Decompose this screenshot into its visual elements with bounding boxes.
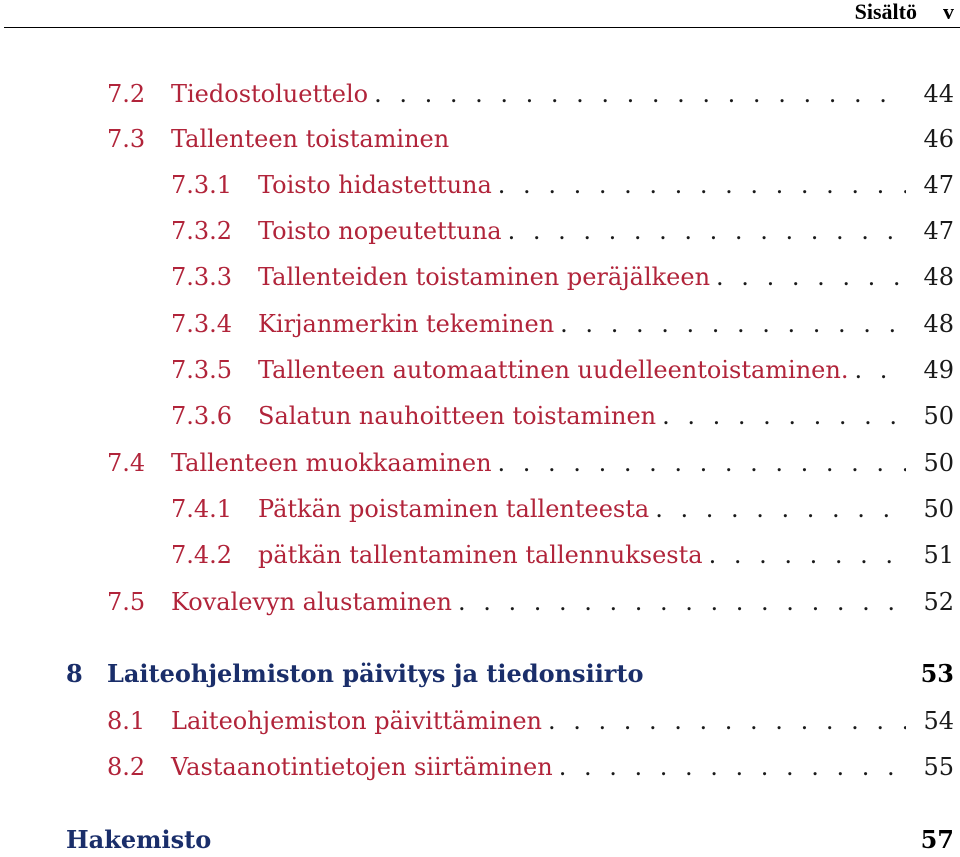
leader-dots (492, 446, 906, 480)
toc-entry[interactable] (0, 168, 960, 202)
toc-entry-number: 8.2 (107, 753, 146, 781)
leader-dots (502, 214, 906, 248)
toc-entry-page[interactable]: 51 (923, 541, 954, 569)
toc-entry-page[interactable]: 48 (923, 263, 954, 291)
toc-entry[interactable] (0, 307, 960, 341)
toc-entry[interactable] (0, 260, 960, 294)
toc-entry[interactable] (0, 492, 960, 526)
toc-chapter-number: 8 (66, 659, 83, 688)
toc-entry-title[interactable]: Tallenteiden toistaminen peräjälkeen (258, 263, 711, 291)
toc-entry-page[interactable]: 49 (923, 356, 954, 384)
leader-dots (452, 585, 906, 619)
header-page-number: v (943, 0, 954, 24)
toc-entry-title[interactable]: Tiedostoluettelo (171, 80, 369, 108)
toc-chapter-title[interactable]: Laiteohjelmiston päivitys ja tiedonsiirto (107, 659, 644, 688)
toc-entry-number: 7.3.4 (171, 310, 233, 338)
toc-entry-title[interactable]: pätkän tallentaminen tallennuksesta (258, 541, 703, 569)
toc-entry-number: 7.3.6 (171, 402, 233, 430)
toc-entry-page[interactable]: 55 (923, 753, 954, 781)
toc-entry-page[interactable]: 50 (923, 449, 954, 477)
toc-entry-number: 7.3.2 (171, 217, 233, 245)
toc-entry-number: 7.4 (107, 449, 146, 477)
toc-entry-number: 7.3.1 (171, 171, 233, 199)
toc-entry[interactable] (0, 585, 960, 619)
leader-dots (553, 750, 906, 784)
toc-entry-title[interactable]: Laiteohjemiston päivittäminen (171, 707, 542, 735)
leader-dots (492, 168, 906, 202)
toc-chapter-entry[interactable] (0, 657, 960, 691)
toc-entry-page[interactable]: 50 (923, 402, 954, 430)
leader-dots (848, 353, 906, 387)
toc-entry-page[interactable]: 50 (923, 495, 954, 523)
toc-entry-title[interactable]: Tallenteen automaattinen uudelleentoistaminen. (258, 356, 849, 384)
leader-dots (368, 77, 906, 111)
toc-entry[interactable] (0, 214, 960, 248)
toc-chapter-title[interactable]: Hakemisto (66, 825, 212, 854)
toc-entry-page[interactable]: 47 (923, 217, 954, 245)
leader-dots (542, 704, 906, 738)
toc-chapter-page[interactable]: 57 (920, 825, 954, 854)
leader-dots (656, 399, 906, 433)
toc-entry-page[interactable]: 54 (923, 707, 954, 735)
toc-chapter-entry[interactable] (0, 823, 960, 857)
leader-dots (703, 538, 906, 572)
toc-entry-number: 7.3.3 (171, 263, 233, 291)
header-chapter-label: Sisältö (854, 0, 917, 24)
toc-entry-page[interactable]: 48 (923, 310, 954, 338)
toc-entry-number: 7.5 (107, 588, 146, 616)
toc-entry-number: 7.3.5 (171, 356, 233, 384)
toc-entry-number: 7.3 (107, 125, 146, 153)
toc-entry[interactable] (0, 704, 960, 738)
running-header (855, 0, 954, 24)
toc-entry[interactable] (0, 353, 960, 387)
toc-entry-title[interactable]: Kirjanmerkin tekeminen (258, 310, 555, 338)
toc-entry[interactable] (0, 399, 960, 433)
toc-entry-page[interactable]: 47 (923, 171, 954, 199)
toc-entry-title[interactable]: Vastaanotintietojen siirtäminen (171, 753, 553, 781)
toc-entry-page[interactable]: 44 (923, 80, 954, 108)
leader-dots (649, 492, 906, 526)
toc-entry[interactable] (0, 77, 960, 111)
toc-entry-number: 7.4.1 (171, 495, 233, 523)
toc-entry-page[interactable]: 52 (923, 588, 954, 616)
toc-entry-title[interactable]: Toisto hidastettuna (258, 171, 492, 199)
toc-entry[interactable] (0, 538, 960, 572)
toc-entry-number: 7.2 (107, 80, 146, 108)
toc-entry-title[interactable]: Tallenteen toistaminen (171, 125, 450, 153)
toc-entry-number: 7.4.2 (171, 541, 233, 569)
toc-entry[interactable] (0, 122, 960, 156)
toc-entry-title[interactable]: Toisto nopeutettuna (258, 217, 502, 245)
toc-chapter-page[interactable]: 53 (920, 659, 954, 688)
toc-entry[interactable] (0, 446, 960, 480)
header-rule (4, 27, 960, 28)
toc-entry-title[interactable]: Pätkän poistaminen tallenteesta (258, 495, 650, 523)
toc-entry-title[interactable]: Tallenteen muokkaaminen (171, 449, 492, 477)
toc-entry-title[interactable]: Kovalevyn alustaminen (171, 588, 452, 616)
toc-entry[interactable] (0, 750, 960, 784)
leader-dots (710, 260, 906, 294)
toc-entry-title[interactable]: Salatun nauhoitteen toistaminen (258, 402, 657, 430)
toc-entry-page[interactable]: 46 (923, 125, 954, 153)
toc-entry-number: 8.1 (107, 707, 146, 735)
leader-dots (554, 307, 906, 341)
